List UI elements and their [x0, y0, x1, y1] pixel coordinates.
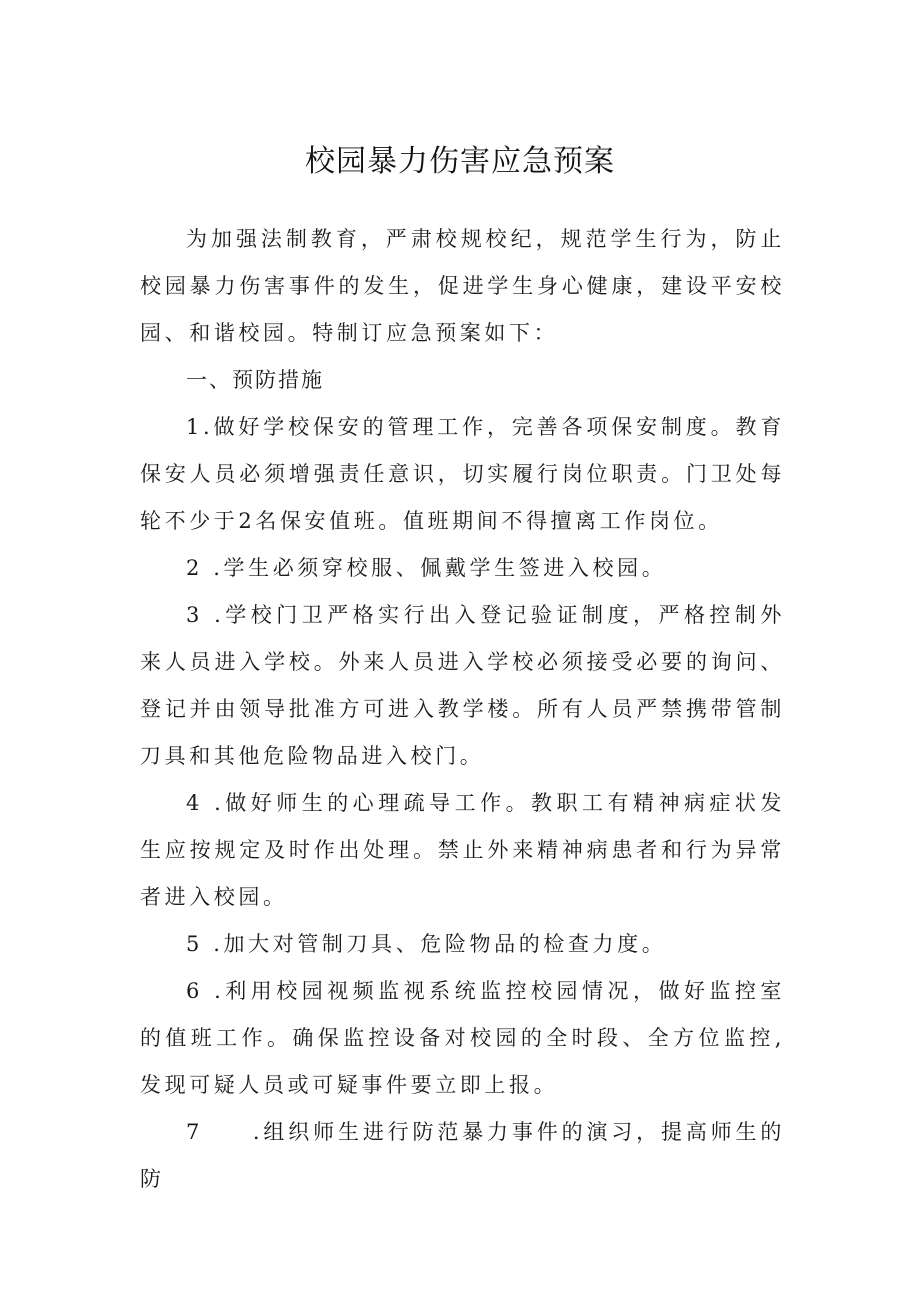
- measure-item-5: 5 .加大对管制刀具、危险物品的检查力度。: [186, 932, 667, 956]
- document-title: 校园暴力伤害应急预案: [305, 144, 615, 179]
- measure-item-4: 4 .做好师生的心理疏导工作。教职工有精神病症状发生应按规定及时作出处理。禁止外来精神病患者和行为异常者进入校园。: [140, 791, 785, 909]
- intro-paragraph: 为加强法制教育，严肃校规校纪，规范学生行为，防止校园暴力伤害事件的发生，促进学生身心健康，建设平安校园、和谐校园。特制订应急预案如下：: [140, 227, 785, 345]
- section-heading-prevention: 一、预防措施: [186, 368, 324, 392]
- measure-item-1: 1.做好学校保安的管理工作，完善各项保安制度。教育保安人员必须增强责任意识，切实履行岗位职责。门卫处每轮不少于2名保安值班。值班期间不得擅离工作岗位。: [140, 415, 785, 533]
- measure-item-2: 2 .学生必须穿校服、佩戴学生签进入校园。: [186, 556, 667, 580]
- measure-item-3: 3 .学校门卫严格实行出入登记验证制度，严格控制外来人员进入学校。外来人员进入学校必须接受必要的询问、登记并由领导批准方可进入教学楼。所有人员严禁携带管制刀具和其他危险物品进入校门。: [140, 603, 785, 768]
- measure-item-6: 6 .利用校园视频监视系统监控校园情况，做好监控室的值班工作。确保监控设备对校园的全时段、全方位监控,发现可疑人员或可疑事件要立即上报。: [140, 979, 785, 1097]
- measure-item-7: 7 .组织师生进行防范暴力事件的演习，提高师生的防: [140, 1120, 785, 1191]
- document-body: [140, 216, 785, 1203]
